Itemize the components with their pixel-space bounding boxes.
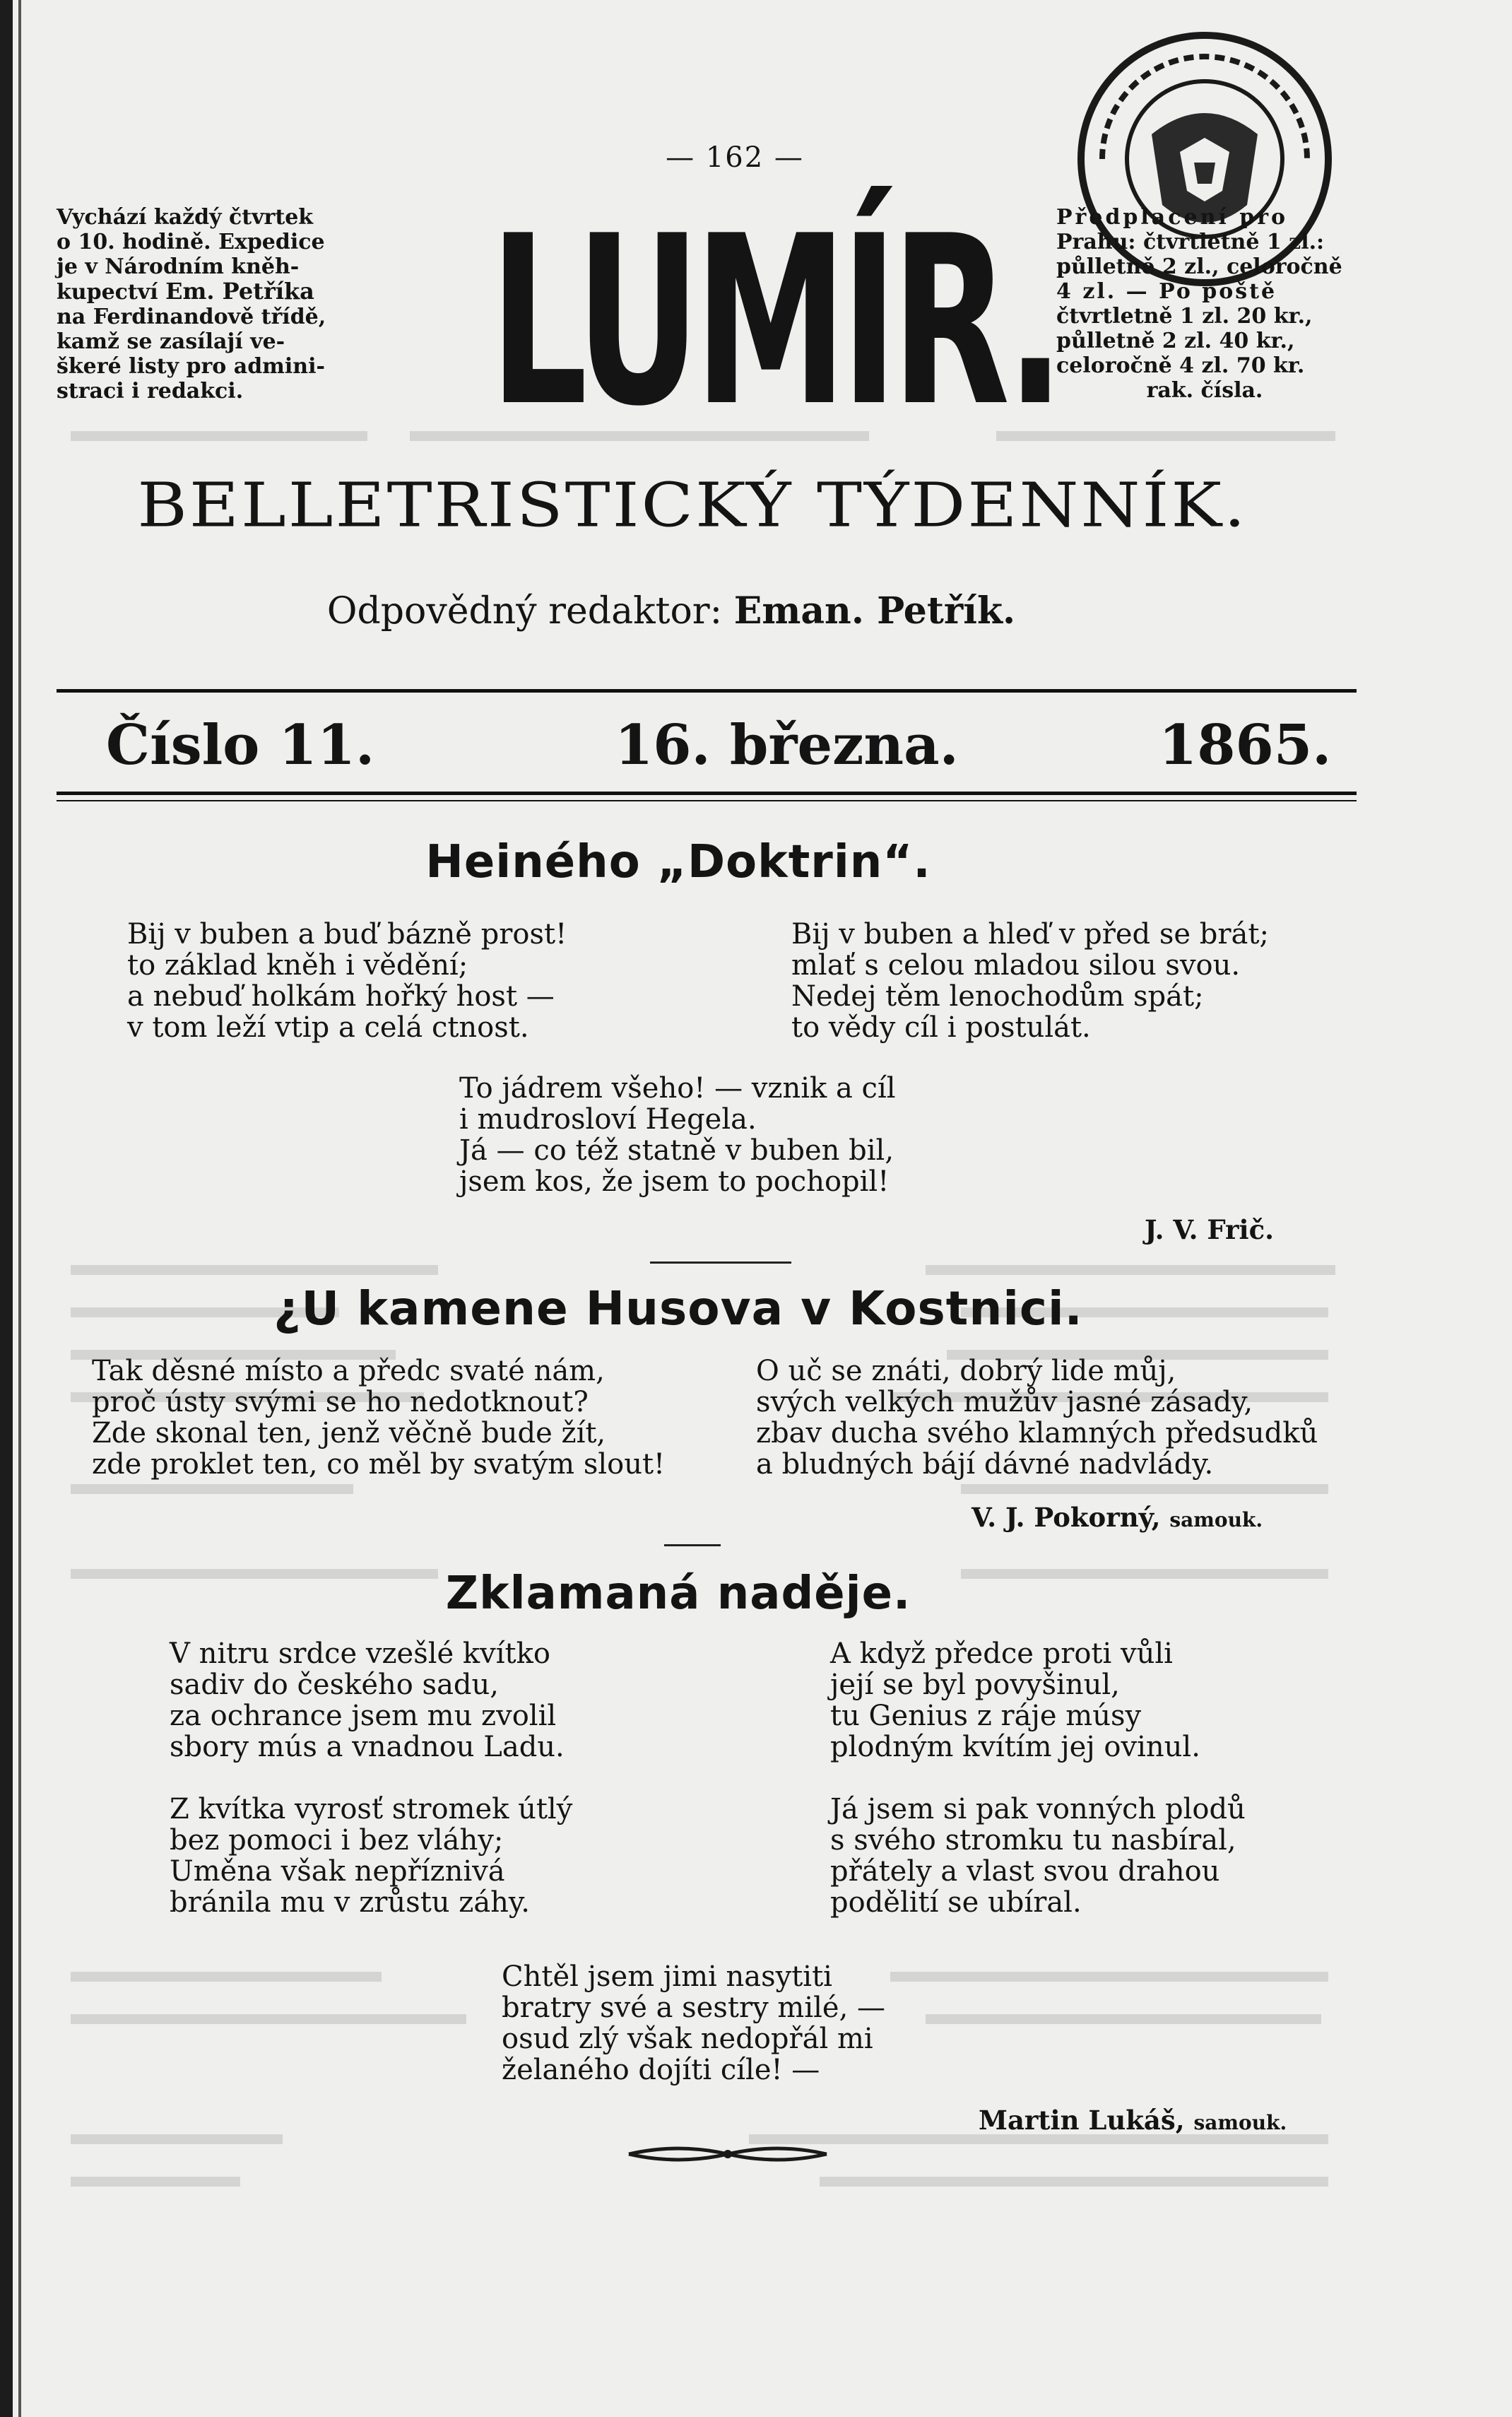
poem-line: za ochrance jsem mu zvolil <box>170 1700 557 1732</box>
poem-line: bránila mu v zrůstu záhy. <box>170 1886 530 1919</box>
publication-info-line: straci i redakci. <box>57 379 244 404</box>
poem-line: podělití se ubíral. <box>830 1886 1082 1919</box>
poem-line: Já — co též statně v buben bil, <box>459 1134 894 1167</box>
issue-info <box>106 707 1332 784</box>
poem-stanza <box>459 1073 896 1197</box>
ornament-divider <box>622 2141 834 2167</box>
poem-line: želaného dojíti cíle! — <box>502 2054 820 2086</box>
publication-info-line: škeré listy pro admini- <box>57 354 325 379</box>
poem-line: Bij v buben a hleď v před se brát; <box>791 918 1269 951</box>
poem-line: Z kvítka vyrosť stromek útlý <box>170 1793 573 1825</box>
subscription-info-line: celoročně 4 zl. 70 kr. <box>1056 353 1305 378</box>
subscription-info-line: půlletně 2 zl., celoročně <box>1056 254 1342 279</box>
poem-line: Chtěl jsem jimi nasytiti <box>502 1960 832 1993</box>
issue-divider-thin <box>57 800 1357 801</box>
poem-line: Tak děsné místo a předc svaté nám, <box>92 1355 605 1387</box>
issue-date: 16. března. <box>615 713 959 777</box>
poem-line: v tom leží vtip a celá ctnost. <box>127 1011 529 1044</box>
poem-line: sbory mús a vnadnou Ladu. <box>170 1731 565 1763</box>
poem-title: Zklamaná naděje. <box>445 1568 911 1620</box>
poem-stanza <box>756 1355 1318 1480</box>
page-number: — 162 — <box>666 141 804 174</box>
subscription-info-line: 4 zl. — Po poště <box>1056 279 1277 304</box>
subscription-info <box>1056 205 1353 403</box>
editor-line <box>212 590 1130 633</box>
subscription-info-line: rak. čísla. <box>1146 378 1263 403</box>
editor-name: Eman. Petřík. <box>733 589 1016 633</box>
poem-line: A když předce proti vůli <box>830 1637 1173 1670</box>
poem-line: Zde skonal ten, jenž věčně bude žít, <box>92 1417 606 1449</box>
poem-line: to vědy cíl i postulát. <box>791 1011 1091 1044</box>
issue-number: Číslo 11. <box>106 713 375 777</box>
poem-stanza <box>170 1794 572 1918</box>
poem-stanza <box>830 1794 1246 1918</box>
poem-title: Heiného „Doktrin“. <box>425 836 931 888</box>
subscription-info-line: čtvrtletně 1 zl. 20 kr., <box>1056 304 1313 329</box>
poem-author: J. V. Frič. <box>1145 1214 1274 1245</box>
subscription-info-line: půlletně 2 zl. 40 kr., <box>1056 329 1295 353</box>
scan-page-edge-line <box>18 0 21 2417</box>
poem-author <box>979 2105 1287 2136</box>
author-note: samouk. <box>1169 1508 1263 1531</box>
poem-line: a nebuď holkám hořký host — <box>127 980 555 1013</box>
poem-line: svých velkých mužův jasné zásady, <box>756 1386 1253 1418</box>
publication-info-line <box>57 279 353 305</box>
poem-line: a bludných bájí dávné nadvlády. <box>756 1448 1214 1481</box>
poem-line: bez pomoci i bez vláhy; <box>170 1824 504 1857</box>
poem-stanza <box>92 1355 665 1480</box>
poem-line: Uměna však nepříznivá <box>170 1855 505 1888</box>
publication-info-line: je v Národním kněh- <box>57 254 300 279</box>
scan-page-edge <box>0 0 13 2417</box>
publication-info-line: na Ferdinandově třídě, <box>57 305 326 329</box>
poem-line: plodným kvítím jej ovinul. <box>830 1731 1200 1763</box>
author-note: samouk. <box>1193 2111 1287 2134</box>
subscription-info-line: Prahu: čtvrtletně 1 zl.: <box>1056 230 1325 254</box>
poem-line: O uč se znáti, dobrý lide můj, <box>756 1355 1176 1387</box>
issue-divider <box>57 792 1357 795</box>
poem-line: jsem kos, že jsem to pochopil! <box>459 1165 890 1198</box>
poem-stanza <box>791 919 1269 1043</box>
poem-line: její se byl povyšinul, <box>830 1669 1120 1701</box>
poem-title: ¿U kamene Husova v Kostnici. <box>273 1281 1083 1336</box>
publisher-name: Em. Petříka <box>165 278 314 305</box>
poem-stanza <box>830 1638 1200 1763</box>
poem-line: přátely a vlast svou drahou <box>830 1855 1220 1888</box>
poem-line: Já jsem si pak vonných plodů <box>830 1793 1246 1825</box>
poem-line: to základ kněh i vědění; <box>127 949 468 982</box>
author-name: V. J. Pokorný, <box>971 1502 1161 1533</box>
poem-separator <box>650 1262 791 1264</box>
issue-year: 1865. <box>1159 713 1332 777</box>
poem-author <box>971 1502 1263 1533</box>
poem-separator <box>664 1544 721 1546</box>
publication-info-line: o 10. hodině. Expedice <box>57 230 325 254</box>
newspaper-title: LUMÍR. <box>490 186 1058 457</box>
poem-stanza <box>127 919 567 1043</box>
poem-line: tu Genius z ráje músy <box>830 1700 1142 1732</box>
poem-line: To jádrem všeho! — vznik a cíl <box>459 1072 896 1105</box>
poem-line: s svého stromku tu nasbíral, <box>830 1824 1236 1857</box>
publication-info-text: kupectví <box>57 280 158 305</box>
poem-line: sadiv do českého sadu, <box>170 1669 500 1701</box>
poem-line: mlať s celou mladou silou svou. <box>791 949 1241 982</box>
author-name: Martin Lukáš, <box>979 2105 1185 2136</box>
subscription-info-line: Předplacení pro <box>1056 205 1289 230</box>
poem-stanza <box>502 1961 885 2086</box>
masthead-divider <box>57 689 1357 693</box>
poem-line: osud zlý však nedopřál mi <box>502 2023 873 2055</box>
poem-line: Bij v buben a buď bázně prost! <box>127 918 567 951</box>
publication-info-line: Vychází každý čtvrtek <box>57 205 314 230</box>
poem-line: i mudrosloví Hegela. <box>459 1103 757 1136</box>
poem-line: V nitru srdce vzešlé kvítko <box>170 1637 550 1670</box>
poem-line: bratry své a sestry milé, — <box>502 1992 886 2024</box>
poem-stanza <box>170 1638 565 1763</box>
poem-line: proč ústy svými se ho nedotknout? <box>92 1386 589 1418</box>
poem-line: zbav ducha svého klamných předsudků <box>756 1417 1318 1449</box>
poem-line: zde proklet ten, co měl by svatým slout! <box>92 1448 666 1481</box>
publication-info-line: kamž se zasílají ve- <box>57 329 285 354</box>
editor-label: Odpovědný redaktor: <box>326 590 723 633</box>
poem-line: Nedej těm lenochodům spát; <box>791 980 1204 1013</box>
newspaper-subtitle: BELLETRISTICKÝ TÝDENNÍK. <box>137 469 1248 541</box>
publication-info <box>57 205 353 404</box>
